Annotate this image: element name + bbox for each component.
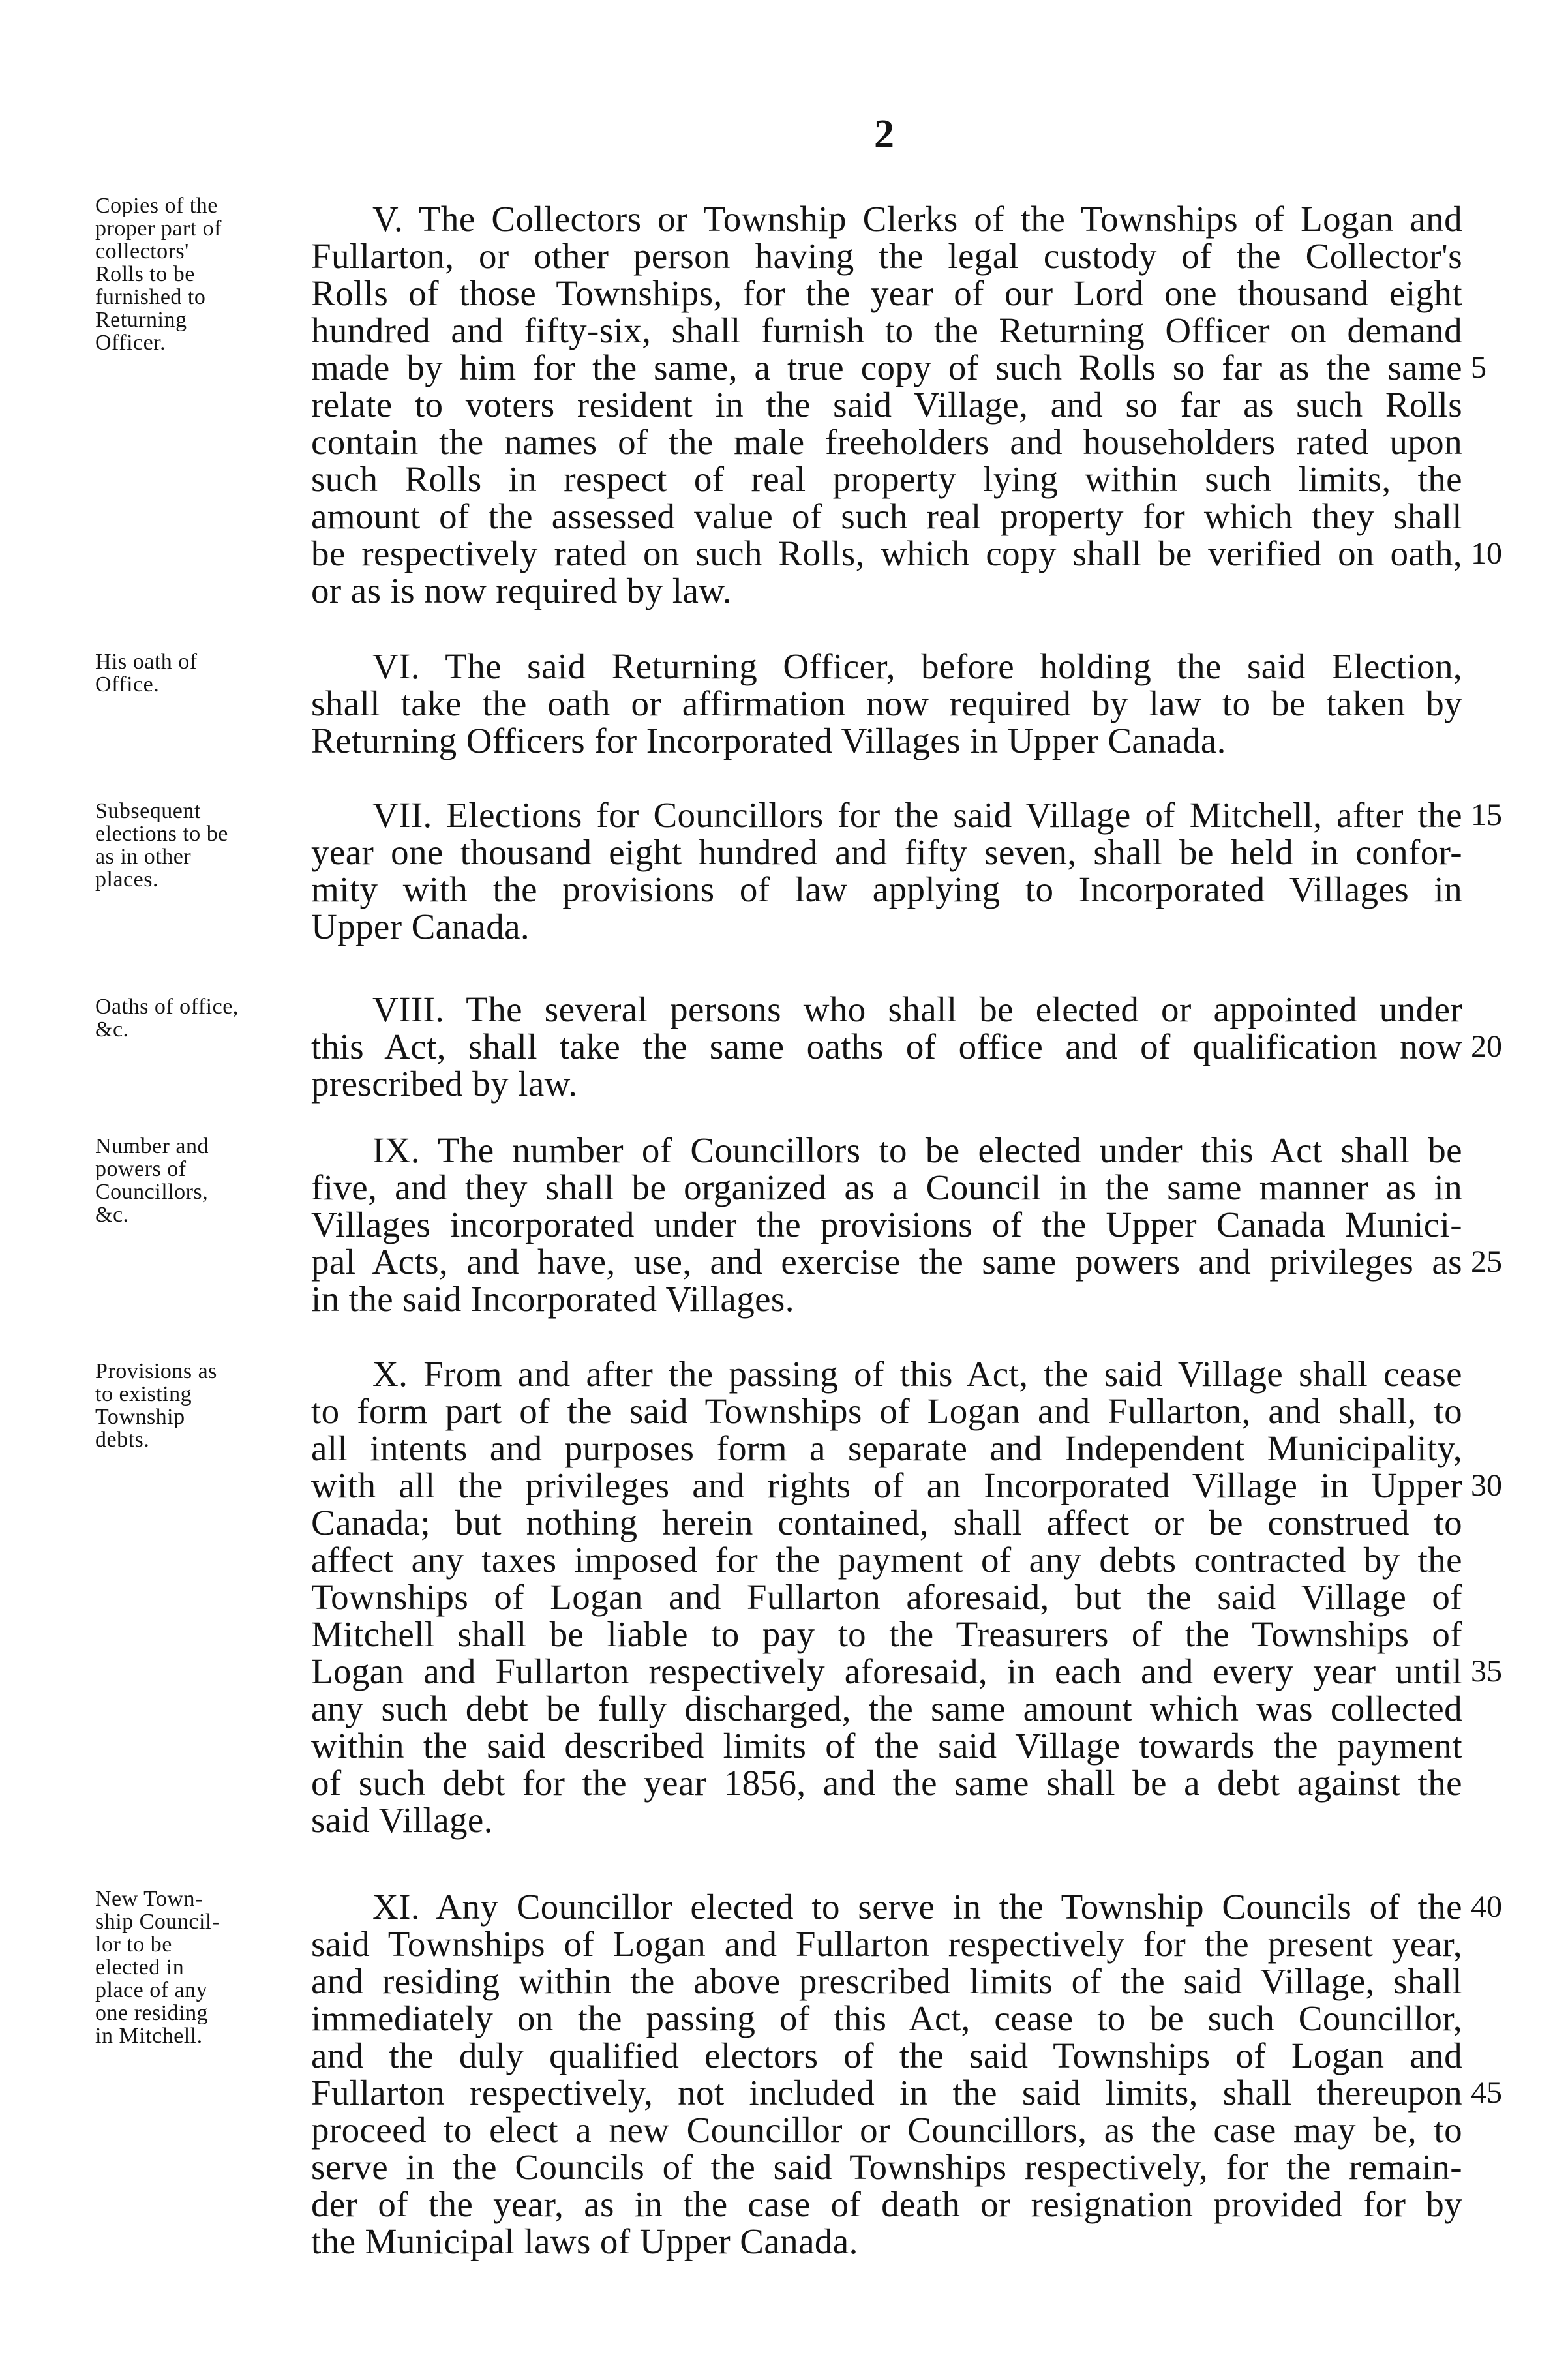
margin-note-line: Number and <box>95 1134 209 1158</box>
page-number: 2 <box>874 112 894 157</box>
line-number: 45 <box>1471 2075 1502 2110</box>
body-line: any such debt be fully discharged, the same amount which was collected <box>311 1689 1462 1728</box>
body-line: Rolls of those Townships, for the year of our Lord one thousand eight <box>311 273 1462 313</box>
line-number: 20 <box>1471 1029 1502 1064</box>
body-line: relate to voters resident in the said Village, and so far as such Rolls <box>311 385 1462 425</box>
body-line: year one thousand eight hundred and fifty seven, shall be held in confor- <box>311 832 1462 872</box>
line-number: 30 <box>1471 1468 1502 1503</box>
margin-note-line: Returning <box>95 308 187 332</box>
body-line: Upper Canada. <box>311 907 530 946</box>
body-line: in the said Incorporated Villages. <box>311 1279 794 1319</box>
margin-note-line: His oath of <box>95 650 198 674</box>
margin-note-section-x <box>95 1360 304 1451</box>
section-vi <box>311 648 1462 759</box>
body-line-text: Fullarton respectively, not included in the said limits, shall thereupon <box>311 2073 1462 2113</box>
body-line: of such debt for the year 1856, and the same shall be a debt against the <box>311 1763 1462 1803</box>
body-line: said Village. <box>311 1800 493 1840</box>
body-line: VI. The said Returning Officer, before holding the said Election, <box>372 646 1462 686</box>
body-line: IX. The number of Councillors to be elected under this Act shall be <box>372 1130 1462 1170</box>
body-line <box>311 795 1502 835</box>
body-line: and residing within the above prescribed limits of the said Village, shall <box>311 1961 1462 2001</box>
margin-note-line: places. <box>95 867 158 892</box>
body-line: Mitchell shall be liable to pay to the Treasurers of the Townships of <box>311 1614 1462 1654</box>
line-number: 10 <box>1471 536 1502 571</box>
body-line-text: made by him for the same, a true copy of such Rolls so far as the same <box>311 348 1462 387</box>
margin-note-line: New Town- <box>95 1887 203 1911</box>
margin-note-line: debts. <box>95 1428 150 1452</box>
margin-note-line: in Mitchell. <box>95 2024 203 2048</box>
margin-note-line: Subsequent <box>95 799 201 823</box>
body-line: serve in the Councils of the said Townships respectively, for the remain- <box>311 2147 1462 2187</box>
margin-note-line: one residing <box>95 2001 209 2025</box>
body-line-text: with all the privileges and rights of an Incorporated Village in Upper <box>311 1466 1462 1505</box>
body-line: V. The Collectors or Township Clerks of the Townships of Logan and <box>372 199 1462 239</box>
body-line: prescribed by law. <box>311 1064 578 1104</box>
margin-note-section-ix <box>95 1135 304 1226</box>
margin-note-line: powers of <box>95 1157 187 1181</box>
body-line: hundred and fifty-six, shall furnish to the Returning Officer on demand <box>311 310 1462 350</box>
body-line <box>311 1466 1502 1505</box>
section-vii <box>311 795 1502 946</box>
body-line: or as is now required by law. <box>311 571 732 610</box>
margin-note-section-viii <box>95 995 304 1041</box>
body-line: such Rolls in respect of real property lying within such limits, the <box>311 459 1462 499</box>
body-line: mity with the provisions of law applying to Incorporated Villages in <box>311 869 1462 909</box>
section-x <box>311 1354 1502 1840</box>
body-line-text: pal Acts, and have, use, and exercise the same powers and privileges as <box>311 1242 1462 1282</box>
body-line <box>311 1027 1502 1066</box>
body-line: immediately on the passing of this Act, cease to be such Councillor, <box>311 1998 1462 2038</box>
margin-note-line: Township <box>95 1405 185 1429</box>
margin-note-line: &c. <box>95 1203 129 1227</box>
section-ix <box>311 1130 1502 1319</box>
body-line: X. From and after the passing of this Act, the said Village shall cease <box>372 1354 1462 1394</box>
margin-note-section-xi <box>95 1887 304 2047</box>
body-line <box>311 534 1502 573</box>
body-line <box>311 1242 1502 1282</box>
section-v <box>311 199 1502 610</box>
body-line: amount of the assessed value of such real property for which they shall <box>311 496 1462 536</box>
body-line <box>311 1651 1502 1691</box>
margin-note-section-vii <box>95 800 304 891</box>
body-line: Villages incorporated under the provisions of the Upper Canada Munici- <box>311 1205 1462 1244</box>
body-line: VIII. The several persons who shall be elected or appointed under <box>372 989 1462 1029</box>
margin-note-line: Councillors, <box>95 1180 209 1204</box>
body-line: proceed to elect a new Councillor or Councillors, as the case may be, to <box>311 2110 1462 2150</box>
body-line-text: VII. Elections for Councillors for the said Village of Mitchell, after the <box>372 795 1462 835</box>
margin-note-line: as in other <box>95 845 192 869</box>
body-line: the Municipal laws of Upper Canada. <box>311 2221 858 2261</box>
body-line-text: XI. Any Councillor elected to serve in the Township Councils of the <box>372 1887 1462 1927</box>
body-line: Returning Officers for Incorporated Villages in Upper Canada. <box>311 721 1226 760</box>
body-line: Fullarton, or other person having the legal custody of the Collector's <box>311 236 1462 276</box>
body-line <box>311 2073 1502 2113</box>
body-line: Townships of Logan and Fullarton aforesaid, but the said Village of <box>311 1577 1462 1617</box>
margin-note-line: Office. <box>95 672 160 697</box>
body-line: to form part of the said Townships of Logan and Fullarton, and shall, to <box>311 1391 1462 1431</box>
body-line: der of the year, as in the case of death or resignation provided for by <box>311 2184 1462 2224</box>
margin-note-line: Officer. <box>95 331 166 355</box>
body-line: contain the names of the male freeholders and householders rated upon <box>311 422 1462 462</box>
body-line-text: this Act, shall take the same oaths of office and of qualification now <box>311 1027 1462 1066</box>
margin-note-line: collectors' <box>95 239 189 263</box>
margin-note-line: furnished to <box>95 285 206 309</box>
margin-note-line: to existing <box>95 1382 192 1406</box>
body-line: said Townships of Logan and Fullarton respectively for the present year, <box>311 1924 1462 1964</box>
margin-note-line: proper part of <box>95 217 222 241</box>
body-line-text: be respectively rated on such Rolls, which copy shall be verified on oath, <box>311 534 1462 573</box>
line-number: 5 <box>1471 350 1486 385</box>
margin-note-line: place of any <box>95 1978 208 2002</box>
section-viii <box>311 989 1502 1104</box>
margin-note-line: Rolls to be <box>95 262 195 286</box>
body-line: within the said described limits of the said Village towards the payment <box>311 1726 1462 1766</box>
margin-note-line: &c. <box>95 1017 129 1042</box>
margin-note-section-v <box>95 194 304 354</box>
margin-note-line: elections to be <box>95 822 228 846</box>
margin-note-line: elected in <box>95 1955 185 1979</box>
line-number: 25 <box>1471 1244 1502 1279</box>
body-line: five, and they shall be organized as a Council in the same manner as in <box>311 1167 1462 1207</box>
section-xi <box>311 1887 1502 2261</box>
margin-note-line: lor to be <box>95 1932 172 1957</box>
body-line <box>311 1887 1502 1927</box>
margin-note-section-vi <box>95 650 304 696</box>
body-line: affect any taxes imposed for the payment of any debts contracted by the <box>311 1540 1462 1580</box>
margin-note-line: Copies of the <box>95 194 218 218</box>
body-line <box>311 348 1486 387</box>
line-number: 15 <box>1471 798 1502 832</box>
body-line: shall take the oath or affirmation now required by law to be taken by <box>311 684 1462 723</box>
margin-note-line: Oaths of office, <box>95 995 239 1019</box>
body-line: and the duly qualified electors of the said Townships of Logan and <box>311 2036 1462 2075</box>
body-line: Canada; but nothing herein contained, shall affect or be construed to <box>311 1503 1462 1542</box>
margin-note-line: Provisions as <box>95 1359 217 1383</box>
body-line-text: Logan and Fullarton respectively aforesaid, in each and every year until <box>311 1651 1462 1691</box>
line-number: 40 <box>1471 1889 1502 1924</box>
margin-note-line: ship Council- <box>95 1910 220 1934</box>
line-number: 35 <box>1471 1654 1502 1689</box>
body-line: all intents and purposes form a separate and Independent Municipality, <box>311 1428 1462 1468</box>
